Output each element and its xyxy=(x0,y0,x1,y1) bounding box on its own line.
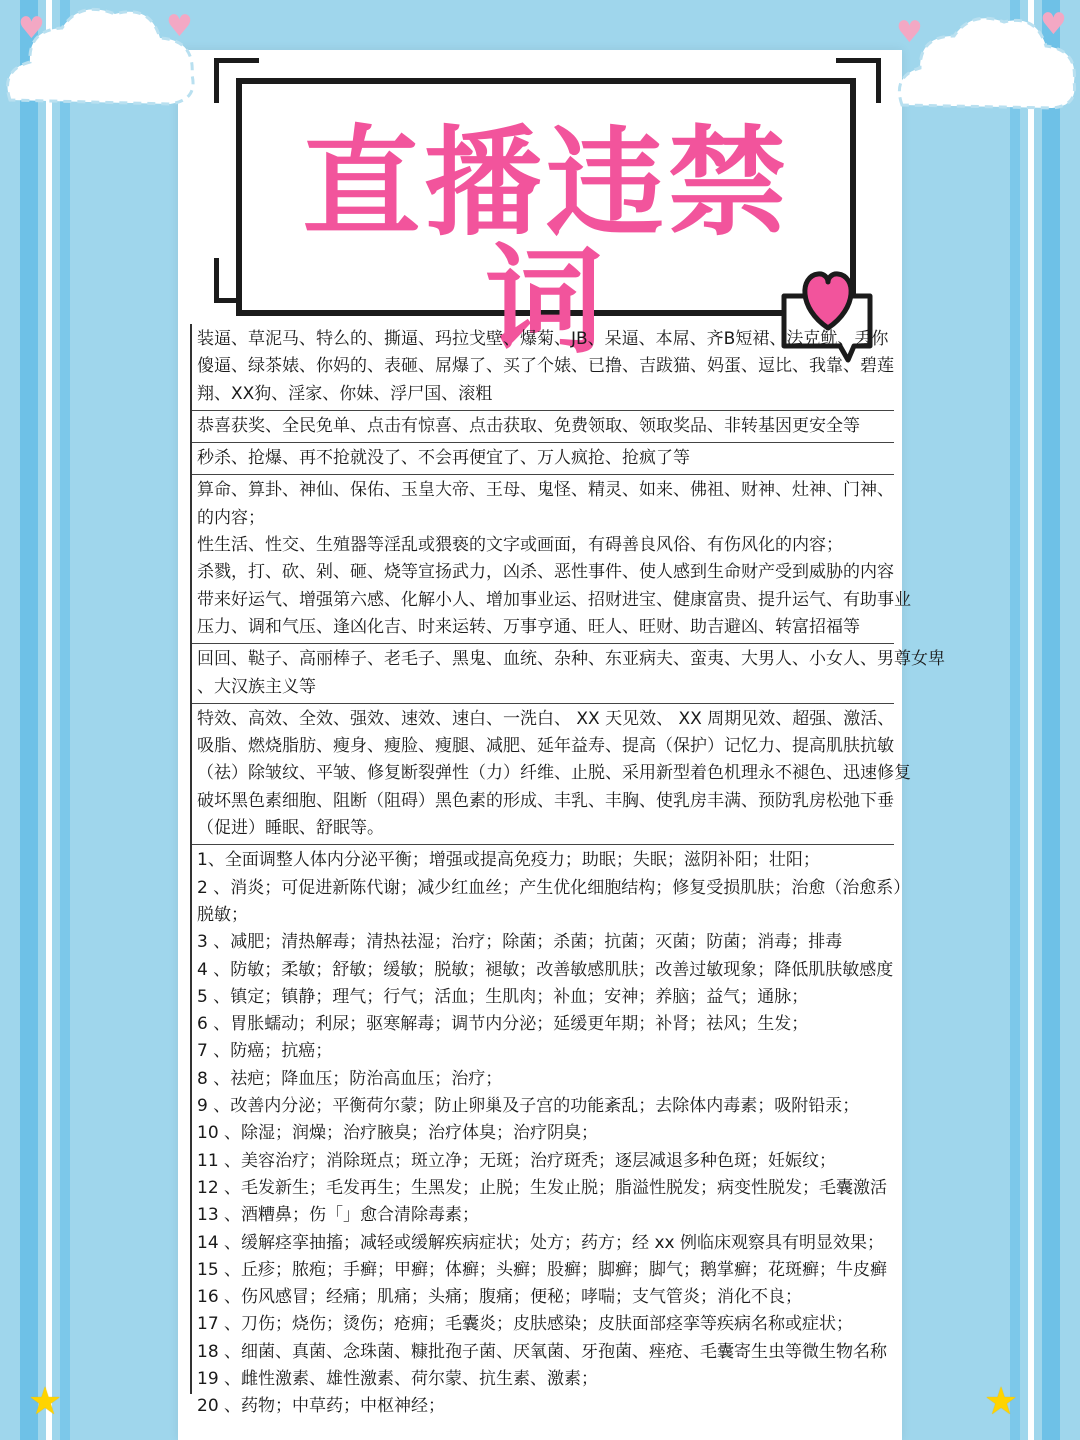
text-line: 1、全面调整人体内分泌平衡；增强或提高免疫力；助眠；失眠；滋阴补阳；壮阳； xyxy=(197,850,820,871)
section-inducement xyxy=(192,410,894,442)
heart-icon: ♥ xyxy=(896,15,923,50)
text-line: 15 、丘疹；脓疱；手癣；甲癣；体癣；头癣；股癣；脚癣；脚气；鹅掌癣；花斑癣；牛皮癣 xyxy=(197,1259,888,1280)
text-line: 恭喜获奖、全民免单、点击有惊喜、点击获取、免费领取、领取奖品、非转基因更安全等 xyxy=(197,415,860,436)
text-line: 2 、消炎；可促进新陈代谢；减少红血丝；产生优化细胞结构；修复受损肌肤；治愈（治愈系） xyxy=(197,877,911,898)
text-line: 脱敏； xyxy=(197,904,248,925)
star-icon: ★ xyxy=(984,1379,1019,1423)
text-line: 回回、鞑子、高丽棒子、老毛子、黑鬼、血统、杂种、东亚病夫、蛮夷、大男人、小女人、男尊女卑 xyxy=(197,649,945,670)
section-profanity xyxy=(192,324,894,410)
text-line: 性生活、性交、生殖器等淫乱或猥亵的文字或画面，有碍善良风俗、有伤风化的内容； xyxy=(197,535,843,556)
text-line: 带来好运气、增强第六感、化解小人、增加事业运、招财进宝、健康富贵、提升运气、有助事业 xyxy=(197,589,911,610)
text-line: 13 、酒糟鼻；伤「」愈合清除毒素； xyxy=(197,1205,480,1226)
right-stripes xyxy=(990,0,1080,1440)
text-line: 9 、改善内分泌；平衡荷尔蒙；防止卵巢及子宫的功能紊乱；去除体内毒素；吸附铅汞； xyxy=(197,1096,860,1117)
text-line: 10 、除湿；润燥；治疗腋臭；治疗体臭；治疗阴臭； xyxy=(197,1123,599,1144)
text-line: 压力、调和气压、逢凶化吉、时来运转、万事亨通、旺人、旺财、助吉避凶、转富招福等 xyxy=(197,616,860,637)
text-line: 5 、镇定；镇静；理气；行气；活血；生肌肉；补血；安神；养脑；益气；通脉； xyxy=(197,986,809,1007)
heart-icon: ♥ xyxy=(1040,7,1067,42)
text-line: 翔、XX狗、淫家、你妹、浮尸国、滚粗 xyxy=(197,383,493,404)
section-urgency xyxy=(192,442,894,474)
heart-icon: ♥ xyxy=(18,11,45,46)
text-line: 秒杀、抢爆、再不抢就没了、不会再便宜了、万人疯抢、抢疯了等 xyxy=(197,448,690,469)
text-line: 、大汉族主义等 xyxy=(197,676,316,697)
text-line: 破坏黑色素细胞、阻断（阻碍）黑色素的形成、丰乳、丰胸、使乳房丰满、预防乳房松弛下垂 xyxy=(197,790,894,811)
heart-icon: ♥ xyxy=(166,9,193,44)
text-line: 19 、雌性激素、雄性激素、荷尔蒙、抗生素、激素； xyxy=(197,1368,599,1389)
section-discrimination xyxy=(192,643,945,703)
text-line: （祛）除皱纹、平皱、修复断裂弹性（力）纤维、止脱、采用新型着色机理永不褪色、迅速修复 xyxy=(197,763,911,784)
text-line: 装逼、草泥马、特么的、撕逼、玛拉戈壁、爆菊、JB、呆逼、本屌、齐B短裙、法克鱿、丢你 xyxy=(197,329,889,349)
page-title: 直播违禁词 xyxy=(301,114,790,370)
text-line: 12 、毛发新生；毛发再生；生黑发；止脱；生发止脱；脂溢性脱发；病变性脱发；毛囊激活 xyxy=(197,1177,888,1198)
text-line: 傻逼、绿茶婊、你妈的、表砸、屌爆了、买了个婊、已撸、吉跋猫、妈蛋、逗比、我靠、碧莲 xyxy=(197,356,894,377)
text-line: 18 、细菌、真菌、念珠菌、糠批孢子菌、厌氧菌、牙孢菌、痤疮、毛囊寄生虫等微生物名称 xyxy=(197,1341,888,1362)
star-icon: ★ xyxy=(28,1379,63,1423)
text-line: 算命、算卦、神仙、保佑、玉皇大帝、王母、鬼怪、精灵、如来、佛祖、财神、灶神、门神、 xyxy=(197,480,894,501)
text-line: 杀戮，打、砍、剁、砸、烧等宣扬武力，凶杀、恶性事件、使人感到生命财产受到威胁的内容 xyxy=(197,562,894,583)
text-line: 14 、缓解痉挛抽搐；减轻或缓解疾病症状；处方；药方；经 xx 例临床观察具有明显效果； xyxy=(197,1232,884,1253)
text-line: 6 、胃胀蠕动；利尿；驱寒解毒；调节内分泌；延缓更年期；补肾；祛风；生发； xyxy=(197,1014,809,1035)
text-line: 8 、祛疤；降血压；防治高血压；治疗； xyxy=(197,1068,503,1089)
banned-words-document xyxy=(190,324,945,1417)
text-line: 16 、伤风感冒；经痛；肌痛；头痛；腹痛；便秘；哮喘；支气管炎；消化不良； xyxy=(197,1287,803,1308)
text-line: 的内容； xyxy=(197,507,265,528)
text-line: 17 、刀伤；烧伤；烫伤；疮痈；毛囊炎；皮肤感染；皮肤面部痉挛等疾病名称或症状； xyxy=(197,1314,854,1335)
section-efficacy-claims xyxy=(192,703,911,844)
text-line: 3 、减肥；清热解毒；清热祛湿；治疗；除菌；杀菌；抗菌；灭菌；防菌；消毒；排毒 xyxy=(197,932,843,953)
text-line: 11 、美容治疗；消除斑点；斑立净；无斑；治疗斑秃；逐层减退多种色斑；妊娠纹； xyxy=(197,1150,837,1171)
text-line: 20 、药物；中草药；中枢神经； xyxy=(197,1396,446,1417)
text-line: 吸脂、燃烧脂肪、瘦身、瘦脸、瘦腿、减肥、延年益寿、提高（保护）记忆力、提高肌肤抗敏 xyxy=(197,736,894,757)
text-line: 7 、防癌；抗癌； xyxy=(197,1041,333,1062)
section-superstition xyxy=(192,474,911,643)
left-stripes xyxy=(0,0,90,1440)
text-line: 4 、防敏；柔敏；舒敏；缓敏；脱敏；褪敏；改善敏感肌肤；改善过敏现象；降低肌肤敏感度 xyxy=(197,959,894,980)
text-line: 特效、高效、全效、强效、速效、速白、一洗白、 XX 天见效、 XX 周期见效、超强、激活、 xyxy=(197,708,895,729)
text-line: （促进）睡眠、舒眠等。 xyxy=(197,818,384,839)
section-medical-terms xyxy=(192,844,911,1422)
